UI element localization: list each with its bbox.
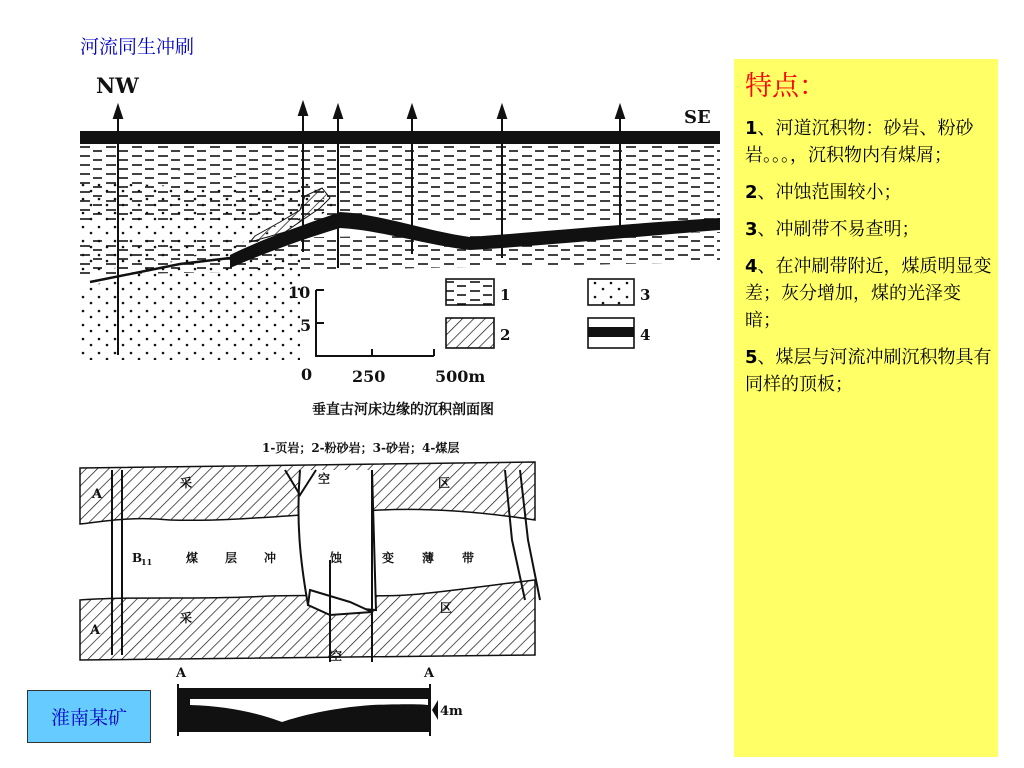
scale-bar bbox=[316, 290, 434, 356]
feature-item-1: 1、河道沉积物：砂岩、粉砂岩。。。，沉积物内有煤屑； bbox=[745, 118, 974, 166]
panel-heading: 特点： bbox=[745, 71, 826, 102]
profile-aa bbox=[175, 666, 463, 736]
feature-item-2: 2、冲蚀范围较小； bbox=[745, 182, 902, 203]
cross-section bbox=[80, 73, 720, 455]
zone-char-2: 层 bbox=[225, 551, 238, 565]
scale-tick-10: 10 bbox=[288, 283, 311, 302]
feature-item-5: 5、煤层与河流冲刷沉积物具有同样的顶板； bbox=[745, 347, 992, 395]
legend-label-2: 2 bbox=[500, 326, 511, 344]
plan-kong-bottom: 空 bbox=[330, 649, 343, 663]
plan-cai-bottom: 采 bbox=[180, 611, 193, 625]
zone-char-6: 薄 bbox=[422, 551, 435, 565]
feature-item-4: 4、在冲刷带附近，煤质明显变差；灰分增加，煤的光泽变暗； bbox=[745, 256, 992, 331]
profile-thickness: 4m bbox=[440, 704, 463, 719]
plan-label-b11-sub: 11 bbox=[141, 557, 153, 567]
scale-tick-5: 5 bbox=[300, 316, 312, 335]
feature-item-3: 3、冲刷带不易查明； bbox=[745, 219, 920, 240]
zone-char-3: 冲 bbox=[264, 551, 277, 565]
legend-label-1: 1 bbox=[500, 286, 511, 304]
plan-label-b11: B bbox=[132, 551, 143, 565]
legend-caption: 1-页岩；2-粉砂岩；3-砂岩；4-煤层 bbox=[262, 441, 460, 455]
legend-label-3: 3 bbox=[640, 286, 651, 304]
plan-label-a-top: A bbox=[92, 487, 103, 502]
plan-kong-top: 空 bbox=[318, 472, 331, 486]
legend-swatch-sandstone bbox=[588, 279, 634, 305]
profile-label-a-left: A bbox=[176, 666, 187, 681]
scale-tick-500m: 500m bbox=[435, 367, 486, 386]
profile-label-a-right: A bbox=[424, 666, 435, 681]
plan-map bbox=[80, 462, 540, 663]
zone-char-7: 带 bbox=[462, 551, 475, 565]
zone-char-1: 煤 bbox=[186, 551, 199, 565]
scale-tick-0: 0 bbox=[301, 365, 313, 384]
legend-swatch-siltstone bbox=[446, 318, 494, 348]
plan-cai-top: 采 bbox=[180, 476, 193, 490]
plan-qu-top: 区 bbox=[438, 476, 451, 490]
section-caption: 垂直古河床边缘的沉积剖面图 bbox=[312, 402, 494, 418]
mine-callout: 淮南某矿 bbox=[27, 690, 151, 743]
plan-qu-bottom: 区 bbox=[440, 601, 453, 615]
legend-swatch-shale bbox=[446, 279, 494, 305]
scale-tick-250: 250 bbox=[352, 367, 386, 386]
direction-nw: NW bbox=[96, 73, 139, 98]
features-panel bbox=[734, 59, 998, 757]
legend-label-4: 4 bbox=[640, 326, 651, 344]
zone-char-5: 变 bbox=[382, 551, 395, 565]
direction-se: SE bbox=[684, 107, 711, 128]
zone-char-4: 蚀 bbox=[330, 551, 343, 565]
coal-roof bbox=[80, 131, 720, 144]
slide-title: 河流同生冲刷 bbox=[80, 36, 195, 58]
legend bbox=[446, 279, 634, 348]
plan-label-a-bottom: A bbox=[90, 623, 101, 638]
